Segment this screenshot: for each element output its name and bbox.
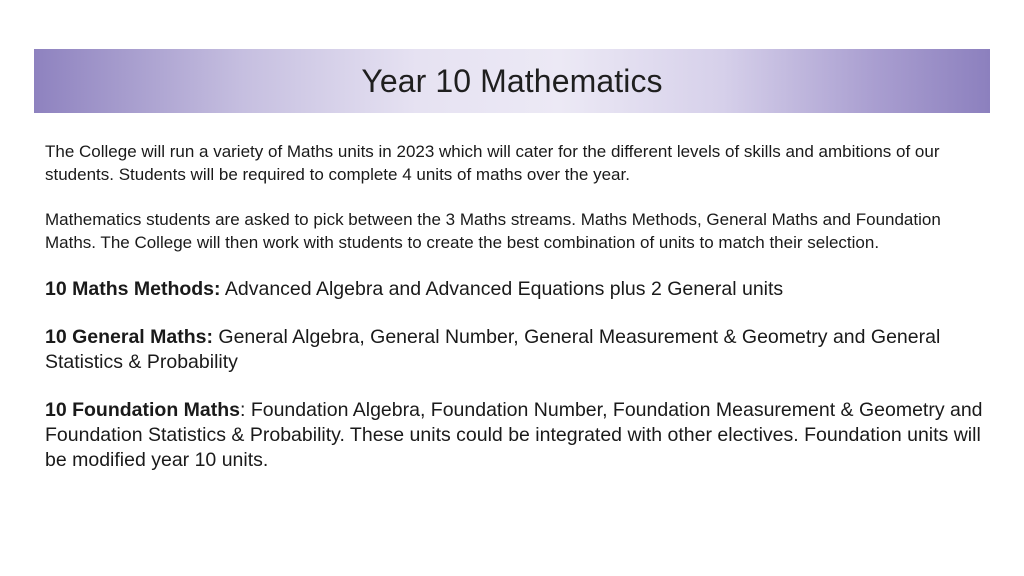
stream-general-maths [45, 325, 985, 375]
stream-description: General Algebra, General Number, General Measurement & Geometry and General Statistics & Probability [45, 326, 941, 373]
stream-name: 10 Maths Methods: [45, 278, 221, 300]
title-banner [34, 49, 990, 113]
slide-title: Year 10 Mathematics [361, 62, 663, 99]
stream-description: Advanced Algebra and Advanced Equations plus 2 General units [220, 278, 784, 300]
stream-name: 10 Foundation Maths [45, 399, 240, 421]
intro-paragraph-units: The College will run a variety of Maths units in 2023 which will cater for the different levels of skills and ambitions of our students. Students will be required to complete 4 units of maths over the year. [45, 142, 940, 184]
stream-name: 10 General Maths: [45, 326, 213, 348]
stream-description: : Foundation Algebra, Foundation Number, Foundation Measurement & Geometry and Foundation Statistics & Probability. These units could be integrated with other electives. Foundation units will be modified year 10 units. [45, 399, 983, 471]
slide-body [45, 140, 985, 473]
intro-paragraph-streams: Mathematics students are asked to pick between the 3 Maths streams. Maths Methods, General Maths and Foundation Maths. The College will then work with students to create the best combination of units to match their selection. [45, 210, 941, 252]
stream-foundation-maths [45, 398, 985, 473]
stream-maths-methods [45, 277, 985, 302]
